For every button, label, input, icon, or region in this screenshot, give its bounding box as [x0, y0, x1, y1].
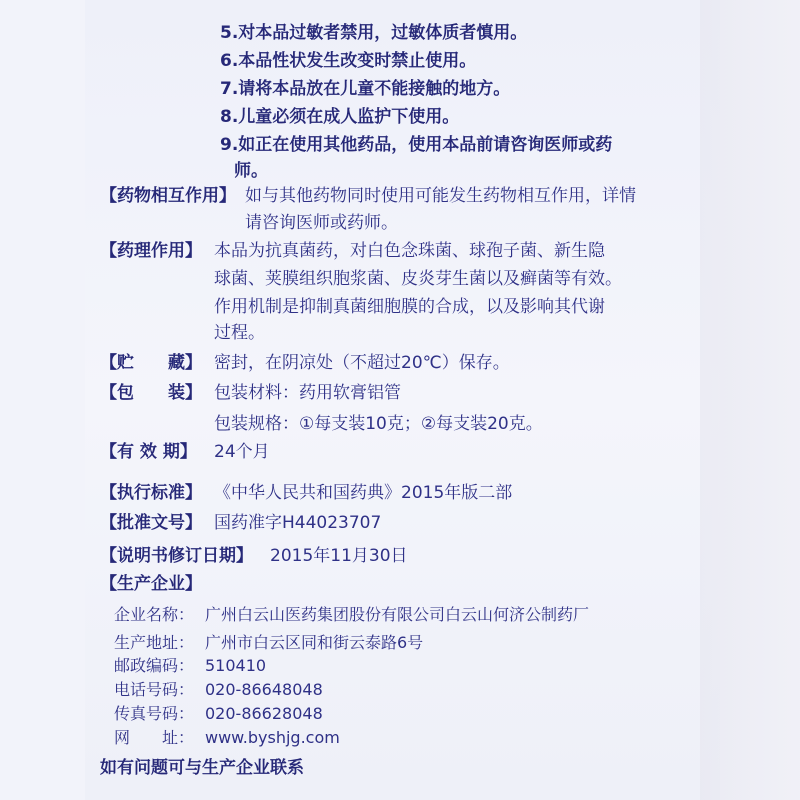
pharmacology-text: 过程。	[214, 323, 265, 343]
interaction-text: 如与其他药物同时使用可能发生药物相互作用，详情	[245, 186, 636, 206]
caution-item: 5.对本品过敏者禁用，过敏体质者慎用。	[220, 23, 528, 43]
pharmacology-label: 【药理作用】	[100, 241, 202, 261]
manufacturer-fax-key: 传真号码：	[114, 704, 195, 723]
interaction-text: 请咨询医师或药师。	[245, 213, 398, 233]
manufacturer-name-key: 企业名称：	[114, 605, 195, 624]
manufacturer-label: 【生产企业】	[100, 574, 202, 594]
standard-value: 《中华人民共和国药典》2015年版二部	[214, 483, 513, 503]
caution-item: 9.如正在使用其他药品，使用本品前请咨询医师或药	[220, 135, 613, 155]
footer-note: 如有问题可与生产企业联系	[100, 758, 304, 778]
manufacturer-fax-value: 020-86628048	[205, 704, 323, 723]
storage-value: 密封，在阴凉处（不超过20℃）保存。	[214, 353, 510, 373]
pharmacology-text: 作用机制是抑制真菌细胞膜的合成，以及影响其代谢	[214, 297, 605, 317]
interaction-label: 【药物相互作用】	[100, 186, 236, 206]
caution-item: 7.请将本品放在儿童不能接触的地方。	[220, 79, 511, 99]
package-material: 包装材料：药用软膏铝管	[214, 383, 401, 403]
revision-value: 2015年11月30日	[270, 546, 408, 566]
manufacturer-address-key: 生产地址：	[114, 633, 195, 652]
standard-label: 【执行标准】	[100, 483, 202, 503]
storage-label: 【贮 藏】	[100, 353, 202, 373]
caution-item: 师。	[234, 161, 268, 181]
manufacturer-name-value: 广州白云山医药集团股份有限公司白云山何济公制药厂	[205, 605, 590, 624]
manufacturer-postcode-value: 510410	[205, 656, 267, 675]
validity-label: 【有 效 期】	[100, 442, 197, 462]
manufacturer-phone-value: 020-86648048	[205, 680, 323, 699]
manufacturer-postcode-key: 邮政编码：	[114, 656, 195, 675]
pharmacology-text: 本品为抗真菌药，对白色念珠菌、球孢子菌、新生隐	[214, 241, 605, 261]
pharmacology-text: 球菌、荚膜组织胞浆菌、皮炎芽生菌以及癣菌等有效。	[214, 269, 622, 289]
manufacturer-address-value: 广州市白云区同和街云泰路6号	[205, 633, 424, 652]
manufacturer-website-key: 网 址：	[114, 728, 195, 747]
approval-label: 【批准文号】	[100, 513, 202, 533]
caution-item: 8.儿童必须在成人监护下使用。	[220, 107, 460, 127]
approval-value: 国药准字H44023707	[214, 513, 382, 533]
validity-value: 24个月	[214, 442, 270, 462]
package-label: 【包 装】	[100, 383, 202, 403]
manufacturer-website-value: www.byshjg.com	[205, 728, 340, 747]
caution-item: 6.本品性状发生改变时禁止使用。	[220, 51, 477, 71]
manufacturer-phone-key: 电话号码：	[114, 680, 195, 699]
package-spec: 包装规格：①每支装10克；②每支装20克。	[214, 414, 543, 434]
revision-label: 【说明书修订日期】	[100, 546, 253, 566]
background-bleed	[700, 0, 800, 800]
